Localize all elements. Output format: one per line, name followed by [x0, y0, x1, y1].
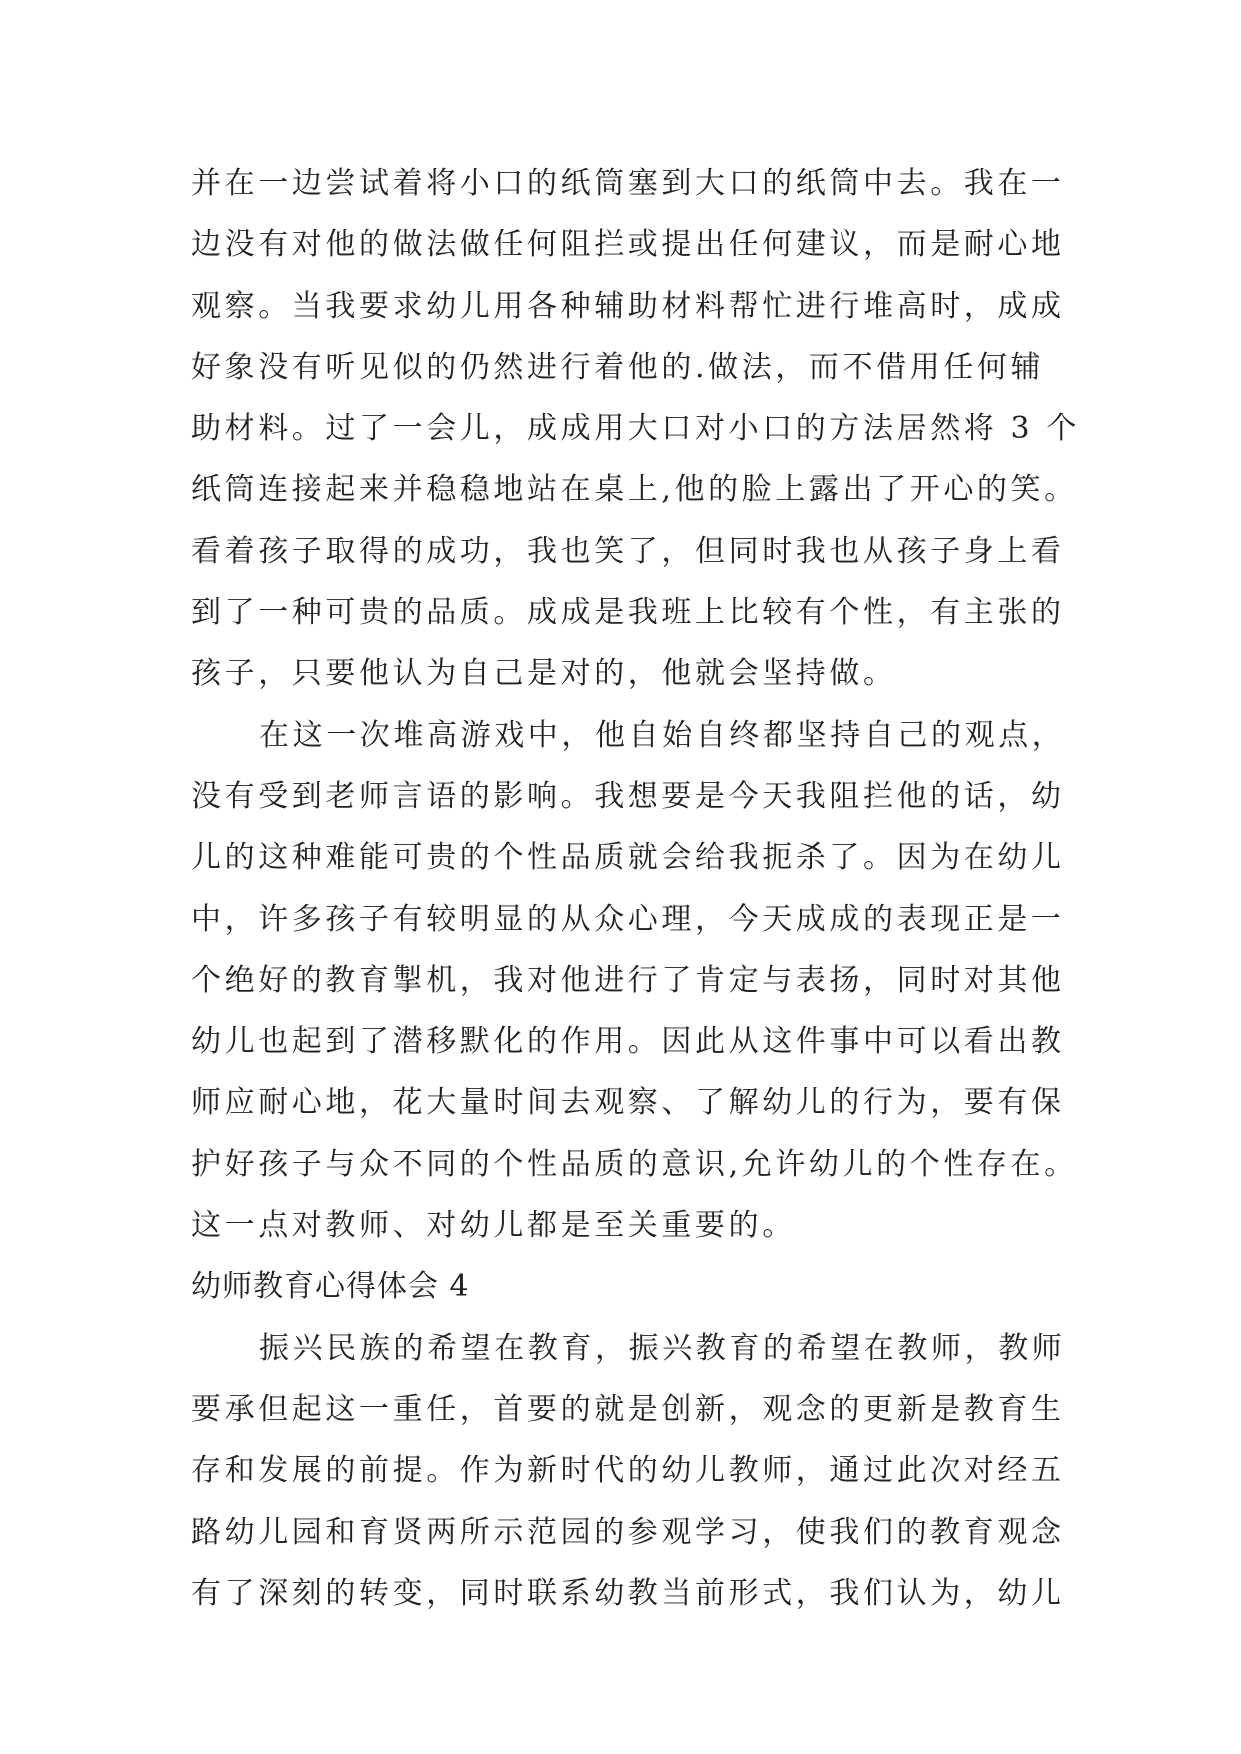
text-line: 没有受到老师言语的影响。我想要是今天我阻拦他的话，幼	[191, 778, 1065, 814]
text-line: 纸筒连接起来并稳稳地站在桌上,他的脸上露出了开心的笑。	[191, 472, 1078, 508]
text-line: 存和发展的前提。作为新时代的幼儿教师，通过此次对经五	[191, 1453, 1065, 1489]
text-line: 幼儿也起到了潜移默化的作用。因此从这件事中可以看出教	[191, 1024, 1065, 1060]
text-line: 护好孩子与众不同的个性品质的意识,允许幼儿的个性存在。	[191, 1146, 1078, 1182]
text-line: 要承但起这一重任，首要的就是创新，观念的更新是教育生	[191, 1391, 1065, 1427]
text-line: 师应耐心地，花大量时间去观察、了解幼儿的行为，要有保	[191, 1085, 1065, 1121]
paragraph-start-line: 在这一次堆高游戏中，他自始自终都坚持自己的观点，	[259, 717, 1066, 753]
text-line: 中，许多孩子有较明显的从众心理，今天成成的表现正是一	[191, 901, 1065, 937]
paragraph-start-line: 振兴民族的希望在教育，振兴教育的希望在教师，教师	[259, 1330, 1066, 1366]
document-body	[191, 153, 1080, 1624]
text-line: 边没有对他的做法做任何阻拦或提出任何建议，而是耐心地	[191, 227, 1065, 263]
text-line: 到了一种可贵的品质。成成是我班上比较有个性，有主张的	[191, 595, 1065, 631]
text-line: 路幼儿园和育贤两所示范园的参观学习，使我们的教育观念	[191, 1514, 1065, 1550]
text-line: 助材料。过了一会儿，成成用大口对小口的方法居然将 3 个	[191, 411, 1080, 447]
text-line: 孩子，只要他认为自己是对的，他就会坚持做。	[191, 656, 897, 692]
text-line: 儿的这种难能可贵的个性品质就会给我扼杀了。因为在幼儿	[191, 840, 1065, 876]
section-heading: 幼师教育心得体会 4	[191, 1269, 470, 1305]
text-line: 有了深刻的转变，同时联系幼教当前形式，我们认为，幼儿	[191, 1575, 1065, 1611]
text-line: 这一点对教师、对幼儿都是至关重要的。	[191, 1208, 796, 1244]
text-line: 观察。当我要求幼儿用各种辅助材料帮忙进行堆高时，成成	[191, 288, 1065, 324]
text-line: 并在一边尝试着将小口的纸筒塞到大口的纸筒中去。我在一	[191, 166, 1065, 201]
text-line: 个绝好的教育掣机，我对他进行了肯定与表扬，同时对其他	[191, 962, 1065, 998]
text-line: 好象没有听见似的仍然进行着他的.做法，而不借用任何辅	[191, 349, 1045, 385]
text-line: 看着孩子取得的成功，我也笑了，但同时我也从孩子身上看	[191, 533, 1065, 569]
